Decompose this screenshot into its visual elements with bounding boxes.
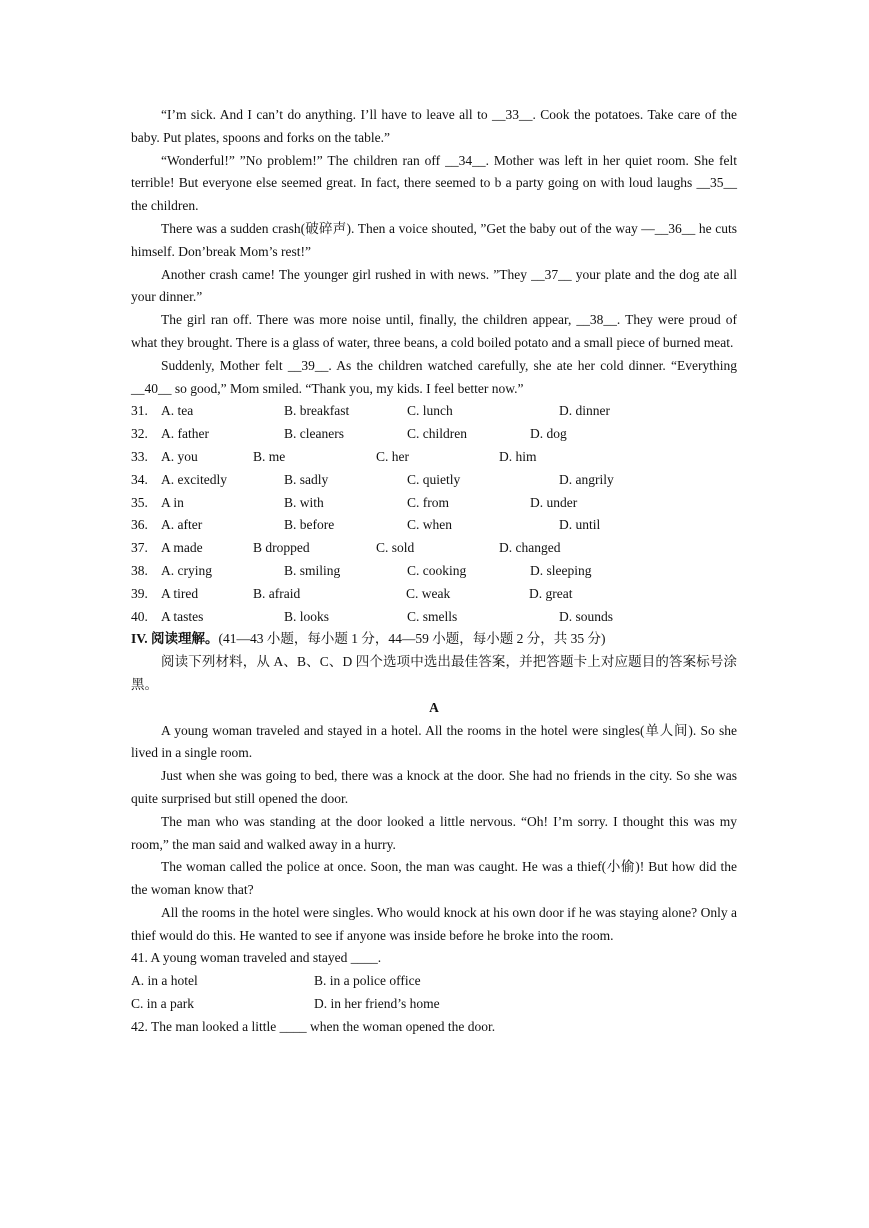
option-a: A. you bbox=[161, 448, 198, 464]
option-a: A tired bbox=[161, 585, 199, 601]
cloze-paragraph: Another crash came! The younger girl rushed in with news. ”They __37__ your plate and the dog ate all your dinner.” bbox=[131, 266, 737, 305]
option-c: C. weak bbox=[406, 585, 451, 601]
option-d: D. dinner bbox=[559, 403, 610, 419]
option-a: A. after bbox=[161, 517, 203, 533]
option-d: D. angrily bbox=[559, 471, 614, 487]
cloze-paragraph: “Wonderful!” ”No problem!” The children ran off __34__. Mother was left in her quiet room. She felt terrible! But everyone else seemed great. In fact, there seemed to b a party going on with loud laughs __35__ the children. bbox=[131, 152, 737, 214]
question-number: 34. bbox=[131, 471, 148, 487]
option-b: B. breakfast bbox=[284, 403, 350, 419]
exam-page bbox=[131, 104, 737, 1039]
option-b: B dropped bbox=[253, 540, 310, 556]
cloze-paragraph: There was a sudden crash(破碎声). Then a voice shouted, ”Get the baby out of the way —__36__ he cuts himself. Don’break Mom’s rest!” bbox=[131, 220, 737, 259]
section-heading bbox=[131, 628, 737, 651]
option-a: A. excitedly bbox=[161, 471, 227, 487]
option-d: D. dog bbox=[530, 426, 567, 442]
question-number: 36. bbox=[131, 517, 148, 533]
option-d: D. in her friend’s home bbox=[314, 996, 440, 1012]
option-d: D. sounds bbox=[559, 608, 614, 624]
option-d: D. sleeping bbox=[530, 562, 592, 578]
section-instructions: 阅读下列材料，从 A、B、C、D 四个选项中选出最佳答案，并把答题卡上对应题目的答案标号涂黑。 bbox=[131, 654, 737, 692]
option-c: C. sold bbox=[376, 540, 415, 556]
option-c: C. cooking bbox=[407, 562, 467, 578]
question-stem: 41. A young woman traveled and stayed ____. bbox=[131, 950, 382, 966]
option-a: A made bbox=[161, 540, 203, 556]
option-b: B. afraid bbox=[253, 585, 301, 601]
question-stem: 42. The man looked a little ____ when the woman opened the door. bbox=[131, 1018, 496, 1034]
option-b: B. sadly bbox=[284, 471, 329, 487]
question-row bbox=[131, 446, 737, 469]
option-b: B. cleaners bbox=[284, 426, 344, 442]
question-number: 35. bbox=[131, 494, 148, 510]
passage-paragraph: Just when she was going to bed, there was a knock at the door. She had no friends in the city. So she was quite surprised but still opened the door. bbox=[131, 768, 737, 806]
question-options-row bbox=[131, 993, 737, 1016]
option-c: C. children bbox=[407, 426, 467, 442]
option-a: A tastes bbox=[161, 608, 204, 624]
cloze-paragraph: Suddenly, Mother felt __39__. As the children watched carefully, she ate her cold dinner. “Everything __40__ so good,” Mom smiled. “Thank you, my kids. I feel better now.” bbox=[131, 357, 737, 396]
option-a: A. in a hotel bbox=[131, 973, 198, 989]
question-row bbox=[131, 423, 737, 446]
question-row bbox=[131, 492, 737, 515]
option-d: D. under bbox=[530, 494, 578, 510]
option-c: C. smells bbox=[407, 608, 458, 624]
cloze-paragraph: “I’m sick. And I can’t do anything. I’ll have to leave all to __33__. Cook the potatoes. Take care of the baby. Put plates, spoons and forks on the table.” bbox=[131, 107, 737, 145]
option-c: C. in a park bbox=[131, 996, 194, 1012]
question-number: 39. bbox=[131, 585, 148, 601]
question-number: 32. bbox=[131, 426, 148, 442]
option-b: B. smiling bbox=[284, 562, 341, 578]
passage-paragraph: The woman called the police at once. Soon, the man was caught. He was a thief(小偷)! But how did the the woman know that? bbox=[131, 859, 737, 898]
question-number: 37. bbox=[131, 540, 148, 556]
passage-paragraph: A young woman traveled and stayed in a hotel. All the rooms in the hotel were singles(单人间). So she lived in a single room. bbox=[131, 722, 737, 761]
option-c: C. her bbox=[376, 448, 409, 464]
option-b: B. with bbox=[284, 494, 324, 510]
question-row bbox=[131, 514, 737, 537]
question-row bbox=[131, 583, 737, 606]
option-c: C. when bbox=[407, 517, 452, 533]
question-row bbox=[131, 606, 737, 629]
passage-paragraph: All the rooms in the hotel were singles. Who would knock at his own door if he was staying alone? Only a thief would do this. He wanted to see if anyone was inside before he broke into the room. bbox=[131, 904, 737, 943]
option-a: A. father bbox=[161, 426, 209, 442]
question-number: 33. bbox=[131, 448, 148, 464]
cloze-options-list bbox=[131, 400, 737, 628]
question-options-row bbox=[131, 970, 737, 993]
option-b: B. before bbox=[284, 517, 335, 533]
option-a: A. tea bbox=[161, 403, 194, 419]
option-d: D. great bbox=[529, 585, 573, 601]
option-d: D. until bbox=[559, 517, 601, 533]
option-a: A in bbox=[161, 494, 184, 510]
question-number: 40. bbox=[131, 608, 148, 624]
question-row bbox=[131, 560, 737, 583]
option-c: C. from bbox=[407, 494, 449, 510]
section-title: IV. 阅读理解。 bbox=[131, 631, 219, 647]
option-b: B. me bbox=[253, 448, 286, 464]
question-row bbox=[131, 400, 737, 423]
section-scoring: (41—43 小题，每小题 1 分，44—59 小题，每小题 2 分，共 35 分) bbox=[218, 631, 606, 647]
cloze-paragraph: The girl ran off. There was more noise until, finally, the children appear, __38__. They were proud of what they brought. There is a glass of water, three beans, a cold boiled potato and a small piece of burned meat. bbox=[131, 312, 737, 350]
option-d: D. changed bbox=[499, 540, 561, 556]
option-a: A. crying bbox=[161, 562, 212, 578]
option-b: B. looks bbox=[284, 608, 330, 624]
passage-paragraph: The man who was standing at the door looked a little nervous. “Oh! I’m sorry. I thought this was my room,” the man said and walked away in a hurry. bbox=[131, 813, 737, 852]
option-c: C. quietly bbox=[407, 471, 461, 487]
question-number: 38. bbox=[131, 562, 148, 578]
question-number: 31. bbox=[131, 403, 148, 419]
option-b: B. in a police office bbox=[314, 973, 421, 989]
passage-label: A bbox=[429, 699, 439, 715]
option-c: C. lunch bbox=[407, 403, 453, 419]
question-row bbox=[131, 537, 737, 560]
question-row bbox=[131, 469, 737, 492]
option-d: D. him bbox=[499, 448, 537, 464]
